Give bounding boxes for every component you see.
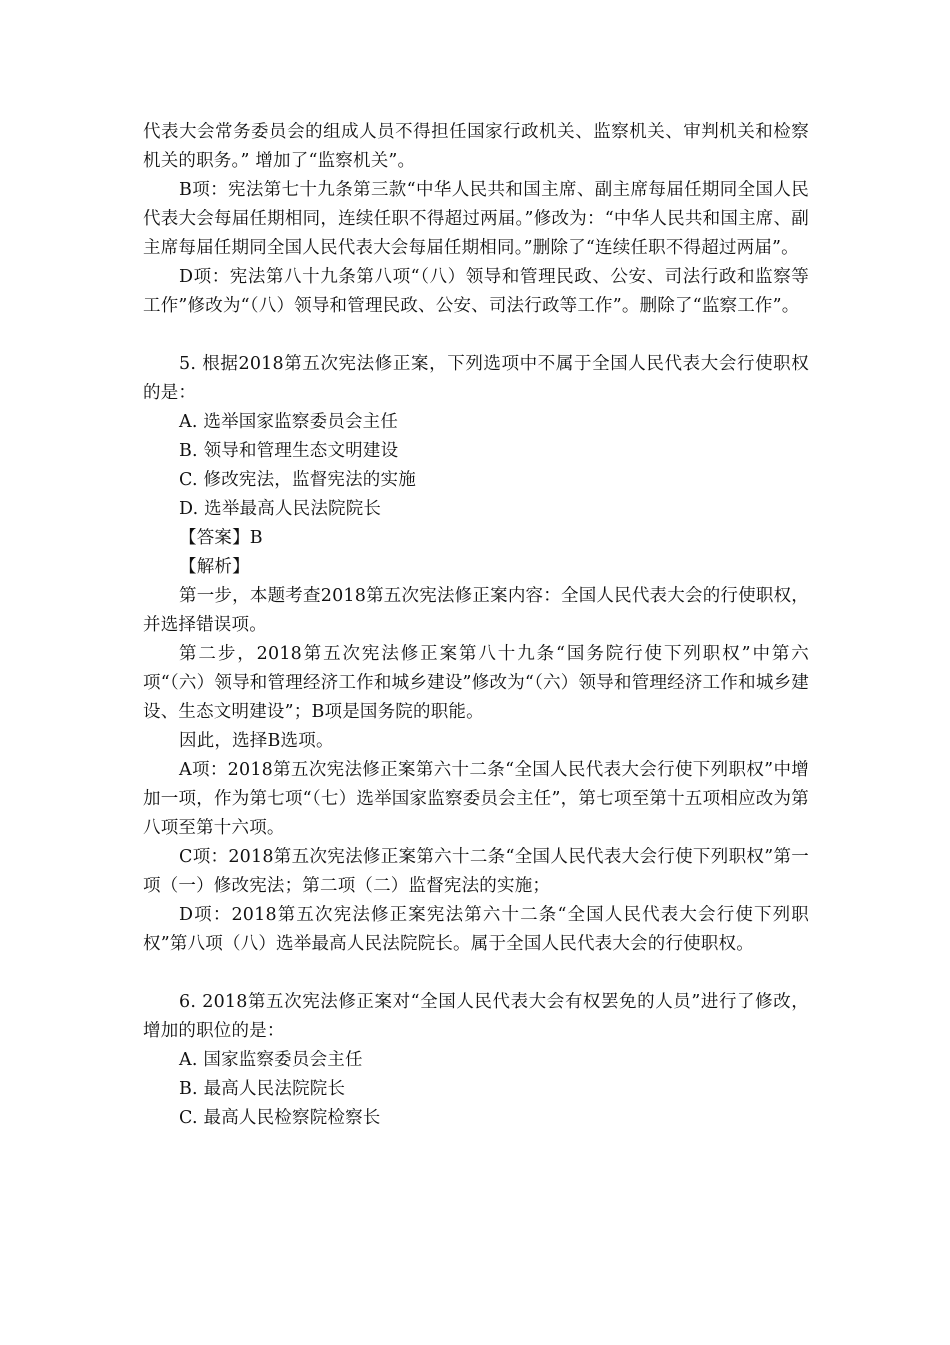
option-b: B. 领导和管理生态文明建设	[179, 441, 399, 461]
analysis-paragraph: A项：2018第五次宪法修正案第六十二条“全国人民代表大会行使下列职权”中增加一项，作为第七项“（七）选举国家监察委员会主任”，第七项至第十五项相应改为第八项至第十六项。	[143, 760, 809, 838]
continuation-paragraph: 代表大会常务委员会的组成人员不得担任国家行政机关、监察机关、审判机关和检察机关的职务。” 增加了“监察机关”。	[143, 122, 809, 171]
option-c: C. 修改宪法，监督宪法的实施	[179, 470, 416, 490]
question-stem: 6. 2018第五次宪法修正案对“全国人民代表大会有权罢免的人员”进行了修改，增加的职位的是：	[143, 992, 809, 1041]
option-b: B. 最高人民法院院长	[179, 1079, 346, 1099]
analysis-paragraph: 第二步，2018第五次宪法修正案第八十九条“国务院行使下列职权”中第六项“（六）领导和管理经济工作和城乡建设”修改为“（六）领导和管理经济工作和城乡建设、生态文明建设”；B项是国务院的职能。	[143, 644, 809, 722]
analysis-paragraph: D项：2018第五次宪法修正案宪法第六十二条“全国人民代表大会行使下列职权”第八项（八）选举最高人民法院院长。属于全国人民代表大会的行使职权。	[143, 905, 809, 954]
question-5	[143, 350, 809, 959]
document-body	[143, 118, 809, 1133]
spacer	[143, 959, 809, 988]
explanation-b-item: B项：宪法第七十九条第三款“中华人民共和国主席、副主席每届任期同全国人民代表大会每届任期相同，连续任职不得超过两届。”修改为：“中华人民共和国主席、副主席每届任期同全国人民代表大会每届任期相同。”删除了“连续任职不得超过两届”。	[143, 180, 809, 258]
spacer	[143, 321, 809, 350]
question-stem: 5. 根据2018第五次宪法修正案，下列选项中不属于全国人民代表大会行使职权的是：	[143, 354, 809, 403]
analysis-paragraph: 第一步，本题考查2018第五次宪法修正案内容：全国人民代表大会的行使职权，并选择错误项。	[143, 586, 809, 635]
answer-line: 【答案】B	[179, 528, 263, 548]
option-a: A. 国家监察委员会主任	[179, 1050, 363, 1070]
option-a: A. 选举国家监察委员会主任	[179, 412, 399, 432]
analysis-label: 【解析】	[179, 557, 250, 577]
option-d: D. 选举最高人民法院院长	[179, 499, 382, 519]
question-6	[143, 988, 809, 1133]
analysis-paragraph: C项：2018第五次宪法修正案第六十二条“全国人民代表大会行使下列职权”第一项（一）修改宪法；第二项（二）监督宪法的实施；	[143, 847, 809, 896]
explanation-d-item: D项：宪法第八十九条第八项“（八）领导和管理民政、公安、司法行政和监察等工作”修改为“（八）领导和管理民政、公安、司法行政等工作”。删除了“监察工作”。	[143, 267, 809, 316]
analysis-paragraph: 因此，选择B选项。	[179, 731, 334, 751]
option-c: C. 最高人民检察院检察长	[179, 1108, 381, 1128]
